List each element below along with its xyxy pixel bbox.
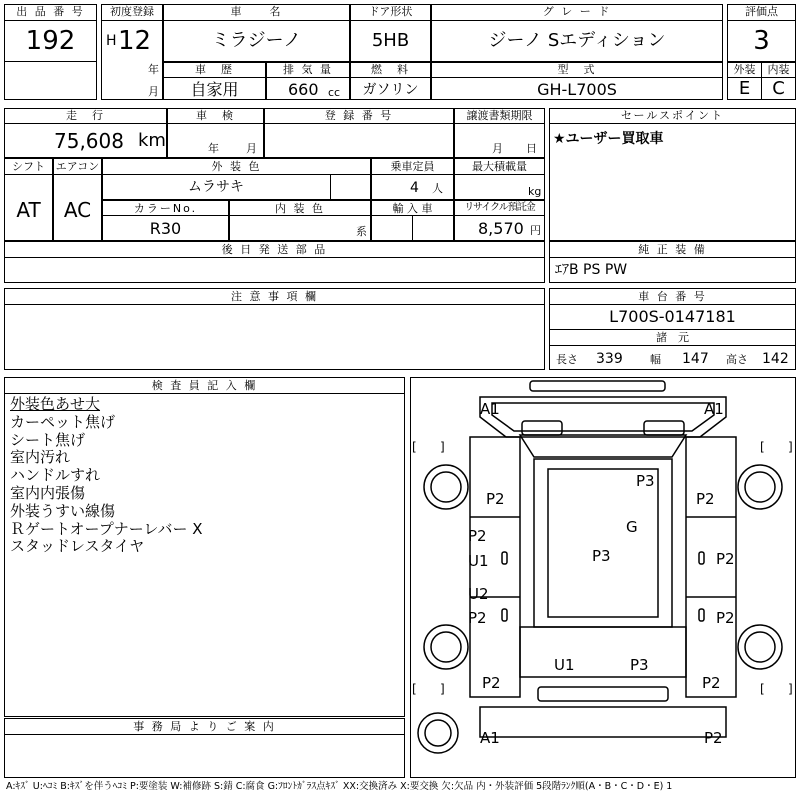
interior-grade-label: 内装	[767, 63, 790, 76]
inspection-label: 車 検	[196, 109, 235, 122]
aircon-label: エアコン	[55, 160, 100, 173]
inspector-line: スタッドレスタイヤ	[10, 537, 145, 556]
interior-color-unit: 系	[356, 225, 367, 238]
max-load-unit: kg	[528, 185, 542, 198]
damage-mark: A1	[480, 400, 500, 418]
inspector-line: ハンドルすれ	[10, 466, 101, 485]
inspector-line: Ｒゲートオープナーレバー X	[10, 519, 203, 538]
registration-year: 12	[118, 26, 152, 56]
genuine-equipment-label: 純 正 装 備	[638, 243, 707, 256]
color-number: R30	[149, 219, 182, 238]
grade: ジーノ Sエディション	[488, 30, 666, 51]
transfer-month-unit: 月	[492, 142, 503, 155]
mileage-unit: km	[138, 130, 166, 151]
genuine-equipment: ｴｱB PS PW	[555, 262, 628, 278]
height-label: 高さ	[726, 353, 748, 366]
first-registration-label: 初度登録	[110, 5, 154, 18]
damage-mark: P3	[592, 547, 611, 565]
door-type: 5HB	[371, 30, 410, 51]
damage-mark: P2	[702, 674, 721, 692]
color-label: 外 装 色	[211, 160, 262, 173]
month-unit: 月	[148, 85, 159, 98]
interior-color-label: 内 装 色	[275, 202, 325, 215]
sales-point-box	[549, 108, 796, 241]
max-load-label: 最大積載量	[472, 160, 527, 173]
recycle-label: リサイクル預託金	[464, 202, 535, 213]
score: 3	[753, 26, 770, 56]
inspection-year-unit: 年	[208, 142, 219, 155]
transfer-deadline-label: 譲渡書類期限	[466, 109, 533, 122]
length: 339	[596, 351, 623, 367]
lot-number: 192	[25, 26, 76, 56]
year-unit: 年	[148, 63, 159, 76]
damage-mark: P2	[696, 490, 715, 508]
color-number-label: カラーNo.	[133, 202, 198, 215]
fuel: ガソリン	[362, 82, 419, 98]
capacity: 4	[410, 180, 419, 196]
bracket: [	[760, 682, 765, 696]
damage-mark: P3	[630, 656, 649, 674]
bracket: [	[760, 440, 765, 454]
chassis-label: 車 台 番 号	[638, 290, 707, 303]
door-label: ドア形状	[368, 5, 413, 18]
width-label: 幅	[650, 353, 661, 366]
damage-mark: U1	[468, 552, 489, 570]
bracket: ]	[440, 682, 445, 696]
damage-mark: A1	[704, 400, 724, 418]
import-label: 輸 入 車	[392, 202, 433, 215]
registration-number-label: 登 録 番 号	[324, 109, 394, 122]
interior-grade: C	[772, 78, 785, 99]
damage-mark: P2	[486, 490, 505, 508]
era-letter: H	[106, 33, 117, 49]
mileage: 75,608	[54, 129, 124, 153]
inspector-line: 室内汚れ	[10, 448, 71, 467]
aircon: AC	[63, 198, 92, 222]
height: 142	[762, 351, 789, 367]
displacement: 660	[288, 80, 319, 99]
damage-mark: A1	[480, 729, 500, 747]
recycle-unit: 円	[530, 224, 541, 237]
damage-mark: U1	[554, 656, 575, 674]
damage-mark: G	[626, 518, 638, 536]
sales-point: ★ユーザー買取車	[553, 131, 664, 147]
transfer-day-unit: 日	[526, 142, 537, 155]
sales-point-label: セールスポイント	[620, 109, 724, 122]
car-name: ミラジーノ	[211, 30, 302, 51]
score-label: 評価点	[745, 5, 778, 18]
displacement-unit: cc	[328, 86, 341, 99]
model: GH-L700S	[537, 80, 617, 99]
bracket: ]	[788, 440, 793, 454]
car-diagram	[410, 377, 796, 778]
legend: A:ｷｽﾞ U:ﾍｺﾐ B:ｷｽﾞを伴うﾍｺﾐ P:要塗装 W:補修跡 S:錆 C:腐食 G:ﾌﾛﾝﾄｶﾞﾗｽ点ｷｽﾞ XX:交換済み X:要交換 欠:欠品 内・外装評価 5段階ﾗﾝｸ順(A・B・C・D・E) 1	[6, 781, 673, 792]
later-parts-label: 後 日 発 送 部 品	[221, 243, 328, 256]
recycle-fee: 8,570	[478, 219, 524, 238]
inspector-line: 外装色あせ大	[10, 395, 101, 413]
damage-mark: P2	[468, 609, 487, 627]
chassis-number: L700S-0147181	[609, 307, 736, 326]
inspection-month-unit: 月	[246, 142, 257, 155]
car-name-label: 車 名	[230, 5, 283, 18]
notes-label: 注 意 事 項 欄	[231, 290, 318, 303]
exterior-grade-label: 外装	[733, 63, 756, 76]
inspector-line: シート焦げ	[10, 430, 86, 449]
lot-number-label: 出 品 番 号	[16, 5, 85, 18]
history: 自家用	[190, 80, 239, 99]
damage-mark: P3	[636, 472, 655, 490]
inspector-notes	[10, 396, 400, 556]
bracket: [	[412, 440, 417, 454]
history-label: 車 歴	[195, 63, 234, 76]
damage-mark: P2	[716, 609, 735, 627]
shift-label: シフト	[12, 160, 45, 173]
shift: AT	[16, 198, 41, 222]
displacement-label: 排 気 量	[283, 63, 333, 76]
length-label: 長さ	[556, 353, 578, 366]
damage-mark: P2	[468, 527, 487, 545]
damage-mark: P2	[482, 674, 501, 692]
dimensions-label: 諸 元	[656, 331, 689, 344]
office-label: 事 務 局 よ り ご 案 内	[133, 720, 276, 733]
inspector-line: 外装うすい線傷	[10, 501, 116, 520]
exterior-color: ムラサキ	[188, 179, 244, 195]
bracket: ]	[788, 682, 793, 696]
inspector-line: 室内内張傷	[10, 483, 86, 502]
damage-mark: P2	[704, 729, 723, 747]
bracket: [	[412, 682, 417, 696]
model-label: 型 式	[557, 63, 597, 76]
damage-mark: P2	[716, 550, 735, 568]
capacity-label: 乗車定員	[390, 160, 435, 173]
inspector-label: 検 査 員 記 入 欄	[151, 379, 258, 392]
bracket: ]	[440, 440, 445, 454]
fuel-label: 燃 料	[371, 63, 410, 76]
damage-mark: U2	[468, 585, 489, 603]
exterior-grade: E	[738, 78, 751, 99]
width: 147	[682, 351, 709, 367]
grade-label: グ レ ー ド	[542, 5, 612, 18]
capacity-unit: 人	[432, 182, 443, 195]
inspector-line: カーペット焦げ	[10, 412, 116, 431]
mileage-label: 走 行	[66, 109, 105, 122]
